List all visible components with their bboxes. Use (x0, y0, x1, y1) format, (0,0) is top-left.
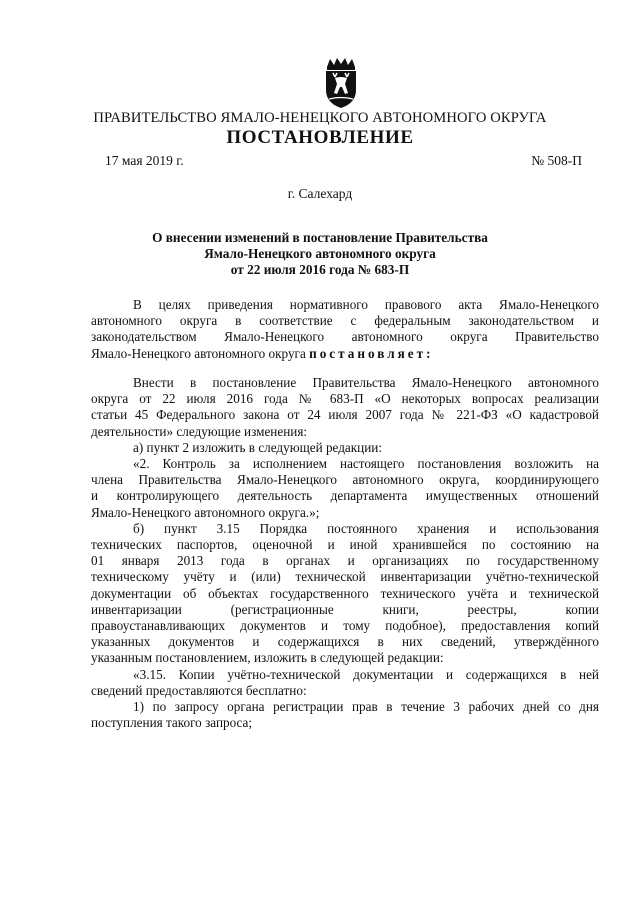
text-line: правоустанавливающих документов и тому подобное), предоставления копий (91, 618, 599, 634)
text-line: указанным постановлением, изложить в следующей редакции: (91, 650, 444, 666)
text-line: автономного округа в соответствие с федеральным законодательством и (91, 313, 599, 329)
text-line: статьи 45 Федерального закона от 24 июля 2007 года № 221-ФЗ «О кадастровой (91, 407, 599, 423)
text-fragment: Ямало-Ненецкого автономного округа (91, 345, 306, 361)
document-date: 17 мая 2019 г. (105, 153, 184, 168)
decree-word: постановляет: (309, 345, 434, 361)
text-line: поступления такого запроса; (91, 715, 253, 731)
text-line: инвентаризации (регистрационные книги, реестры, копии (91, 601, 599, 617)
item-a-heading: а) пункт 2 изложить в следующей редакции: (133, 439, 383, 455)
text-line: члена Правительства Ямало-Ненецкого автономного округа, координирующего (91, 472, 599, 488)
body-text (91, 375, 599, 731)
text-line: Ямало-Ненецкого автономного округа.»; (91, 504, 320, 520)
title-line: Ямало-Ненецкого автономного округа (204, 246, 436, 262)
document-number: № 508-П (531, 153, 582, 168)
text-line: «2. Контроль за исполнением настоящего постановления возложить на (133, 456, 599, 472)
text-line: и контролирующего деятельность департамента имущественных отношений (91, 488, 599, 504)
text-line: документации об объектах государственного технического учёта и технической (91, 585, 599, 601)
preamble-paragraph (91, 297, 599, 362)
yamal-coat-of-arms-icon (321, 57, 361, 109)
title-line: от 22 июля 2016 года № 683-П (230, 262, 410, 278)
text-line: законодательством Ямало-Ненецкого автономного округа Правительство (91, 329, 599, 345)
text-line: В целях приведения нормативного правового акта Ямало-Ненецкого (133, 297, 599, 312)
text-line: 1) по запросу органа регистрации прав в течение 3 рабочих дней со дня (133, 699, 599, 715)
text-line: Внести в постановление Правительства Ямало-Ненецкого автономного (133, 375, 599, 390)
text-line: сведений предоставляются бесплатно: (91, 682, 307, 698)
document-city: г. Салехард (287, 186, 353, 201)
text-line: деятельности» следующие изменения: (91, 423, 308, 439)
text-line (91, 346, 599, 362)
text-line: техническому учёту и (или) технической инвентаризации учётно-технической (91, 569, 599, 585)
document-title (0, 230, 640, 279)
text-line: б) пункт 3.15 Порядка постоянного хранения и использования (133, 520, 599, 536)
document-type: ПОСТАНОВЛЕНИЕ (226, 127, 414, 148)
organization-name: ПРАВИТЕЛЬСТВО ЯМАЛО-НЕНЕЦКОГО АВТОНОМНОГО ОКРУГА (93, 110, 547, 126)
title-line: О внесении изменений в постановление Правительства (152, 230, 488, 245)
text-line: технических паспортов, оценочной и иной хранившейся по состоянию на (91, 537, 599, 553)
text-line: округа от 22 июля 2016 года № 683-П «О некоторых вопросах реализации (91, 391, 599, 407)
text-line: «3.15. Копии учётно-технической документации и содержащихся в ней (133, 666, 599, 682)
text-line: указанных документов и содержащихся в них сведений, утверждённого (91, 634, 599, 650)
text-line: 01 января 2013 года в органах и организациях по государственному (91, 553, 599, 569)
